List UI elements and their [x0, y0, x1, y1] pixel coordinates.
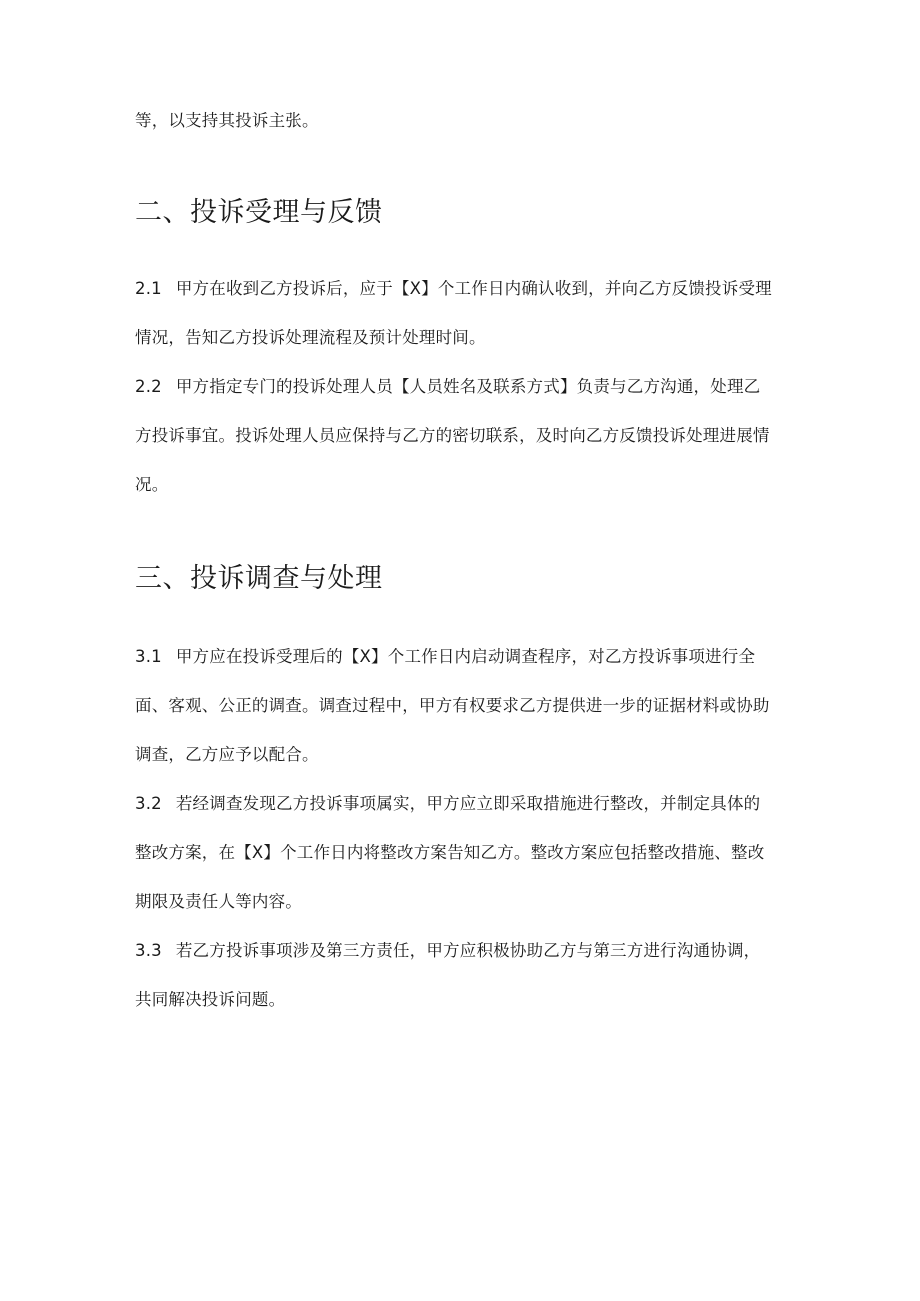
clause-number: 2.2 [135, 377, 162, 396]
clause-3-3 [135, 926, 775, 1024]
clause-number: 2.1 [135, 279, 162, 298]
clause-2-2 [135, 362, 775, 509]
clause-number: 3.2 [135, 794, 162, 813]
section-3-title: 三、投诉调查与处理 [135, 563, 383, 594]
clause-text: 甲方指定专门的投诉处理人员【人员姓名及联系方式】负责与乙方沟通，处理乙方投诉事宜。投诉处理人员应保持与乙方的密切联系，及时向乙方反馈投诉处理进展情况。 [135, 377, 770, 494]
clause-text: 甲方应在投诉受理后的【X】个工作日内启动调查程序，对乙方投诉事项进行全面、客观、公正的调查。调查过程中，甲方有权要求乙方提供进一步的证据材料或协助调查，乙方应予以配合。 [135, 647, 770, 764]
clause-text: 若乙方投诉事项涉及第三方责任，甲方应积极协助乙方与第三方进行沟通协调，共同解决投诉问题。 [135, 941, 761, 1009]
carry-over-text: 等，以支持其投诉主张。 [135, 111, 319, 130]
clause-3-2 [135, 779, 775, 926]
section-2-title: 二、投诉受理与反馈 [135, 197, 383, 228]
clause-2-1 [135, 264, 775, 362]
clause-number: 3.3 [135, 941, 162, 960]
clause-number: 3.1 [135, 647, 162, 666]
clause-text: 若经调查发现乙方投诉事项属实，甲方应立即采取措施进行整改，并制定具体的整改方案，在【X】个工作日内将整改方案告知乙方。整改方案应包括整改措施、整改期限及责任人等内容。 [135, 794, 765, 911]
clause-3-1 [135, 632, 775, 779]
clause-text: 甲方在收到乙方投诉后，应于【X】个工作日内确认收到，并向乙方反馈投诉受理情况，告知乙方投诉处理流程及预计处理时间。 [135, 279, 772, 347]
